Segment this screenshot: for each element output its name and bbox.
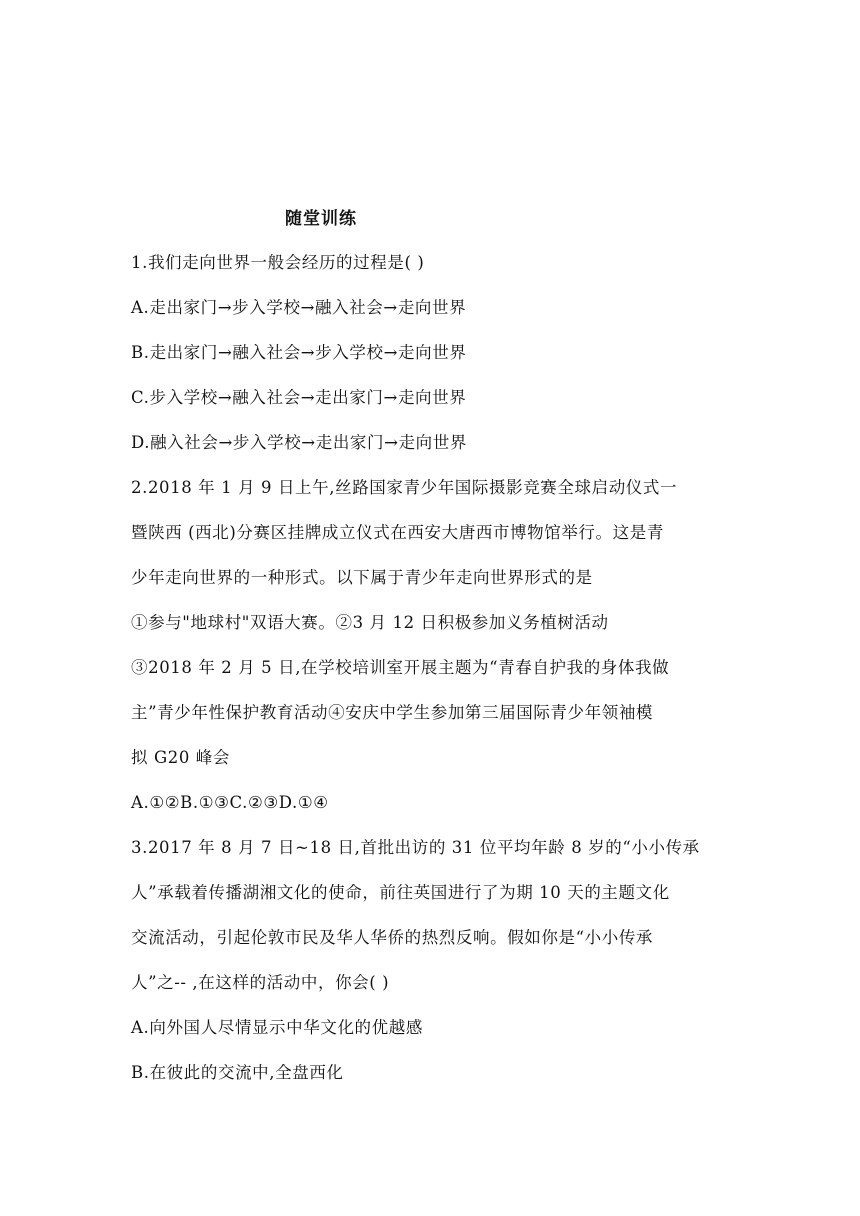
question-2-item-line-4: 拟 G20 峰会 — [131, 748, 230, 767]
question-3-option-b: B.在彼此的交流中,全盘西化 — [131, 1063, 344, 1082]
question-2-options: A.①②B.①③C.②③D.①④ — [131, 793, 329, 812]
question-1-option-d: D.融入社会→步入学校→走出家门→走向世界 — [131, 433, 467, 452]
question-3-stem-line-3: 交流活动，引起伦敦市民及华人华侨的热烈反响。假如你是“小小传承 — [131, 928, 654, 947]
section-title: 随堂训练 — [285, 209, 357, 229]
question-2-stem-line-2: 暨陕西 (西北)分赛区挂牌成立仪式在西安大唐西市博物馆举行。这是青 — [131, 523, 664, 542]
question-2-item-line-3: 主”青少年性保护教育活动④安庆中学生参加第三届国际青少年领袖模 — [131, 703, 654, 722]
question-1-stem: 1.我们走向世界一般会经历的过程是( ) — [131, 253, 425, 272]
question-1-option-a: A.走出家门→步入学校→融入社会→走向世界 — [131, 298, 467, 317]
question-2-item-line-2: ③2018 年 2 月 5 日,在学校培训室开展主题为“青春自护我的身体我做 — [131, 658, 670, 677]
question-3-stem-line-1: 3.2017 年 8 月 7 日~18 日,首批出访的 31 位平均年龄 8 岁的“小小传承 — [131, 838, 700, 857]
question-2-stem-line-3: 少年走向世界的一种形式。以下属于青少年走向世界形式的是 — [131, 568, 593, 587]
question-3-stem-line-2: 人”承载着传播湖湘文化的使命，前往英国进行了为期 10 天的主题文化 — [131, 883, 670, 902]
question-2-item-line-1: ①参与"地球村"双语大赛。②3 月 12 日积极参加义务植树活动 — [131, 613, 609, 632]
question-1-option-b: B.走出家门→融入社会→步入学校→走向世界 — [131, 343, 467, 362]
question-3-option-a: A.向外国人尽情显示中华文化的优越感 — [131, 1018, 423, 1037]
question-2-stem-line-1: 2.2018 年 1 月 9 日上午,丝路国家青少年国际摄影竞赛全球启动仪式一 — [131, 478, 678, 497]
question-1-option-c: C.步入学校→融入社会→走出家门→走向世界 — [131, 388, 467, 407]
question-3-stem-line-4: 人”之-- ,在这样的活动中，你会( ) — [131, 973, 390, 992]
